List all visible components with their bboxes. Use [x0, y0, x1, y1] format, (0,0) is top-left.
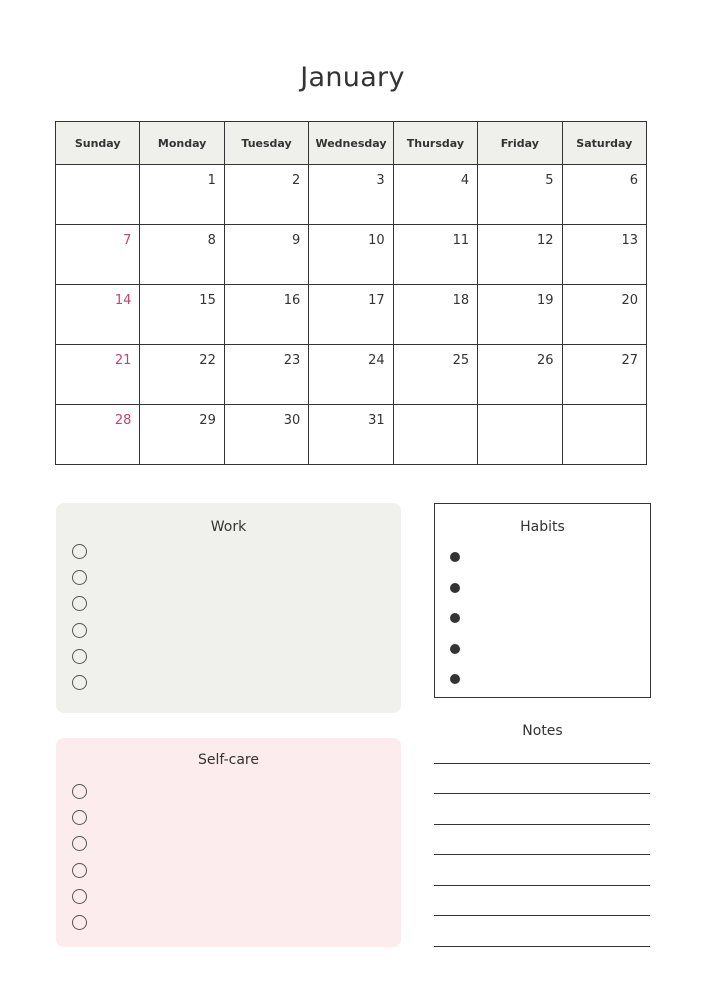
- habit-item: [450, 634, 460, 665]
- empty-circle-icon[interactable]: [72, 784, 87, 799]
- day-cell: 29: [140, 405, 224, 465]
- empty-circle-icon[interactable]: [72, 570, 87, 585]
- note-line: [434, 915, 650, 916]
- note-line: [434, 763, 650, 764]
- day-cell: 22: [140, 345, 224, 405]
- day-cell: 27: [562, 345, 646, 405]
- day-cell: 16: [224, 285, 308, 345]
- self-care-checklist-item: [72, 883, 87, 909]
- work-checklist-item: [72, 669, 87, 695]
- habit-item: [450, 573, 460, 604]
- filled-dot-icon: [450, 644, 460, 654]
- empty-circle-icon[interactable]: [72, 836, 87, 851]
- day-cell: 13: [562, 225, 646, 285]
- weekday-header-friday: Friday: [478, 122, 562, 165]
- note-line: [434, 854, 650, 855]
- self-care-checklist-item: [72, 831, 87, 857]
- work-checklist-item: [72, 617, 87, 643]
- day-cell: 5: [478, 165, 562, 225]
- self-care-checklist-item: [72, 857, 87, 883]
- day-cell: 7: [56, 225, 140, 285]
- weekday-header-row: [56, 122, 647, 165]
- empty-circle-icon[interactable]: [72, 623, 87, 638]
- self-care-checklist-item: [72, 909, 87, 935]
- weekday-header-tuesday: Tuesday: [224, 122, 308, 165]
- day-cell: [562, 405, 646, 465]
- day-cell: 17: [309, 285, 393, 345]
- self-care-checklist: [72, 778, 87, 936]
- habit-item: [450, 542, 460, 573]
- self-care-panel: [56, 738, 401, 947]
- empty-circle-icon[interactable]: [72, 889, 87, 904]
- day-cell: [393, 405, 477, 465]
- habits-box: [434, 503, 651, 698]
- self-care-title: Self-care: [198, 752, 259, 768]
- weekday-header-monday: Monday: [140, 122, 224, 165]
- day-cell: [56, 165, 140, 225]
- day-cell: 12: [478, 225, 562, 285]
- day-cell: 31: [309, 405, 393, 465]
- week-row: [56, 405, 647, 465]
- note-line: [434, 793, 650, 794]
- day-cell: 26: [478, 345, 562, 405]
- empty-circle-icon[interactable]: [72, 649, 87, 664]
- week-row: [56, 165, 647, 225]
- self-care-checklist-item: [72, 804, 87, 830]
- empty-circle-icon[interactable]: [72, 915, 87, 930]
- day-cell: 1: [140, 165, 224, 225]
- work-panel: [56, 503, 401, 713]
- day-cell: 3: [309, 165, 393, 225]
- weekday-header-saturday: Saturday: [562, 122, 646, 165]
- month-title: January: [300, 62, 405, 93]
- habits-list: [450, 542, 460, 695]
- day-cell: 28: [56, 405, 140, 465]
- day-cell: [478, 405, 562, 465]
- day-cell: 24: [309, 345, 393, 405]
- work-checklist-item: [72, 643, 87, 669]
- weekday-header-sunday: Sunday: [56, 122, 140, 165]
- day-cell: 19: [478, 285, 562, 345]
- habit-item: [450, 664, 460, 695]
- filled-dot-icon: [450, 613, 460, 623]
- empty-circle-icon[interactable]: [72, 863, 87, 878]
- work-checklist-item: [72, 564, 87, 590]
- day-cell: 20: [562, 285, 646, 345]
- filled-dot-icon: [450, 674, 460, 684]
- work-title: Work: [210, 519, 247, 535]
- day-cell: 14: [56, 285, 140, 345]
- note-line: [434, 824, 650, 825]
- day-cell: 25: [393, 345, 477, 405]
- day-cell: 11: [393, 225, 477, 285]
- filled-dot-icon: [450, 552, 460, 562]
- work-checklist: [72, 538, 87, 696]
- day-cell: 23: [224, 345, 308, 405]
- weekday-header-wednesday: Wednesday: [309, 122, 393, 165]
- day-cell: 9: [224, 225, 308, 285]
- day-cell: 2: [224, 165, 308, 225]
- habits-title: Habits: [520, 519, 565, 535]
- self-care-checklist-item: [72, 778, 87, 804]
- filled-dot-icon: [450, 583, 460, 593]
- week-row: [56, 345, 647, 405]
- day-cell: 30: [224, 405, 308, 465]
- day-cell: 6: [562, 165, 646, 225]
- empty-circle-icon[interactable]: [72, 810, 87, 825]
- work-checklist-item: [72, 591, 87, 617]
- habit-item: [450, 603, 460, 634]
- notes-title: Notes: [522, 723, 563, 739]
- note-line: [434, 885, 650, 886]
- empty-circle-icon[interactable]: [72, 544, 87, 559]
- week-row: [56, 285, 647, 345]
- week-row: [56, 225, 647, 285]
- work-checklist-item: [72, 538, 87, 564]
- day-cell: 4: [393, 165, 477, 225]
- note-line: [434, 946, 650, 947]
- day-cell: 18: [393, 285, 477, 345]
- weekday-header-thursday: Thursday: [393, 122, 477, 165]
- day-cell: 15: [140, 285, 224, 345]
- calendar-grid: [55, 121, 647, 465]
- day-cell: 8: [140, 225, 224, 285]
- empty-circle-icon[interactable]: [72, 675, 87, 690]
- day-cell: 21: [56, 345, 140, 405]
- day-cell: 10: [309, 225, 393, 285]
- empty-circle-icon[interactable]: [72, 596, 87, 611]
